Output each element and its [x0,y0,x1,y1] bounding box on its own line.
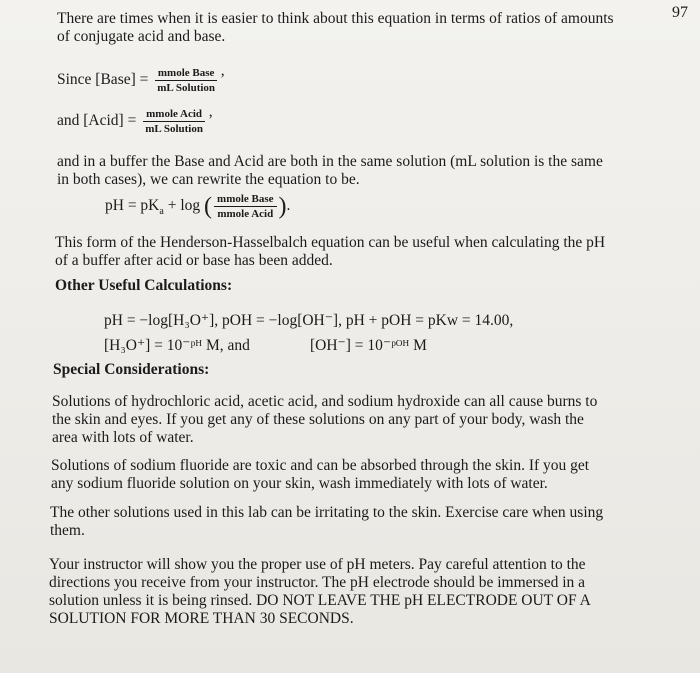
intro-line-2: of conjugate acid and base. [57,28,226,45]
special-paragraph-3 [50,504,603,540]
special-2-line-2: any sodium fluoride solution on your skin, wash immediately with lots of water. [51,475,548,492]
calc-line-1: pH = −log[H₃O⁺], pOH = −log[OH⁻], pH + pOH = pKw = 14.00, [104,312,514,329]
instructor-line-3: solution unless it is being rinsed. DO NOT LEAVE THE pH ELECTRODE OUT OF A [49,592,591,609]
buffer-line-2: in both cases), we can rewrite the equation to be. [57,171,360,188]
special-paragraph-2 [51,457,589,493]
hh-tail: . [286,197,291,215]
special-1-line-2: the skin and eyes. If you get any of these solutions on any part of your body, wash the [52,411,584,428]
instructor-line-2: directions you receive from your instructor. The pH electrode should be immersed in a [49,574,586,591]
form-line-2: of a buffer after acid or base has been added. [55,252,333,269]
hh-close-paren: ) [278,193,287,220]
intro-line-1: There are times when it is easier to think about this equation in terms of ratios of amounts [57,10,614,27]
hh-fraction-numerator: mmole Base [214,193,277,207]
base-fraction-numerator: mmole Base [155,67,218,81]
special-2-line-1: Solutions of sodium fluoride are toxic and can be absorbed through the skin. If you get [51,457,590,474]
acid-fraction-denominator: mL Solution [145,123,203,135]
instructor-line-4: SOLUTION FOR MORE THAN 30 SECONDS. [49,610,354,627]
instructor-paragraph [49,556,591,628]
hh-open-paren: ( [204,193,213,220]
hh-mid: + log [163,197,201,215]
hh-lhs: pH = pK [105,197,160,215]
intro-paragraph [57,10,614,46]
special-1-line-1: Solutions of hydrochloric acid, acetic acid, and sodium hydroxide can all cause burns to [52,393,598,410]
form-line-1: This form of the Henderson-Hasselbalch equation can be useful when calculating the pH [55,234,606,251]
other-calculations-heading: Other Useful Calculations: [55,277,233,294]
special-3-line-1: The other solutions used in this lab can be irritating to the skin. Exercise care when using [50,504,604,521]
calc-line-2b: [OH⁻] = 10⁻ᵖᴼᴴ M [310,337,427,354]
base-fraction [154,67,218,94]
special-1-line-3: area with lots of water. [52,429,194,446]
instructor-line-1: Your instructor will show you the proper use of pH meters. Pay careful attention to the [49,556,586,573]
hh-fraction [214,193,277,220]
special-3-line-2: them. [50,522,85,539]
page-number: 97 [672,4,688,21]
base-fraction-denominator: mL Solution [157,82,216,94]
buffer-line-1: and in a buffer the Base and Acid are both in the same solution (mL solution is the same [57,153,603,170]
hh-subscript: a [159,206,164,218]
since-base-equation [57,67,225,94]
and-acid-lhs: and [Acid] = [57,112,137,130]
special-paragraph-1 [52,393,597,447]
calc-line-2a: [H₃O⁺] = 10⁻ᵖᴴ M, and [104,337,250,354]
form-paragraph [55,234,605,270]
special-considerations-heading: Special Considerations: [53,361,210,378]
since-base-lhs: Since [Base] = [57,71,149,89]
acid-fraction [142,108,206,135]
and-acid-tail: ’ [207,112,214,130]
buffer-paragraph [57,153,603,189]
henderson-hasselbalch-equation [105,193,290,221]
and-acid-equation [57,108,213,135]
acid-fraction-numerator: mmole Acid [143,108,205,122]
since-base-tail: ’ [220,71,226,89]
hh-fraction-denominator: mmole Acid [217,208,274,220]
